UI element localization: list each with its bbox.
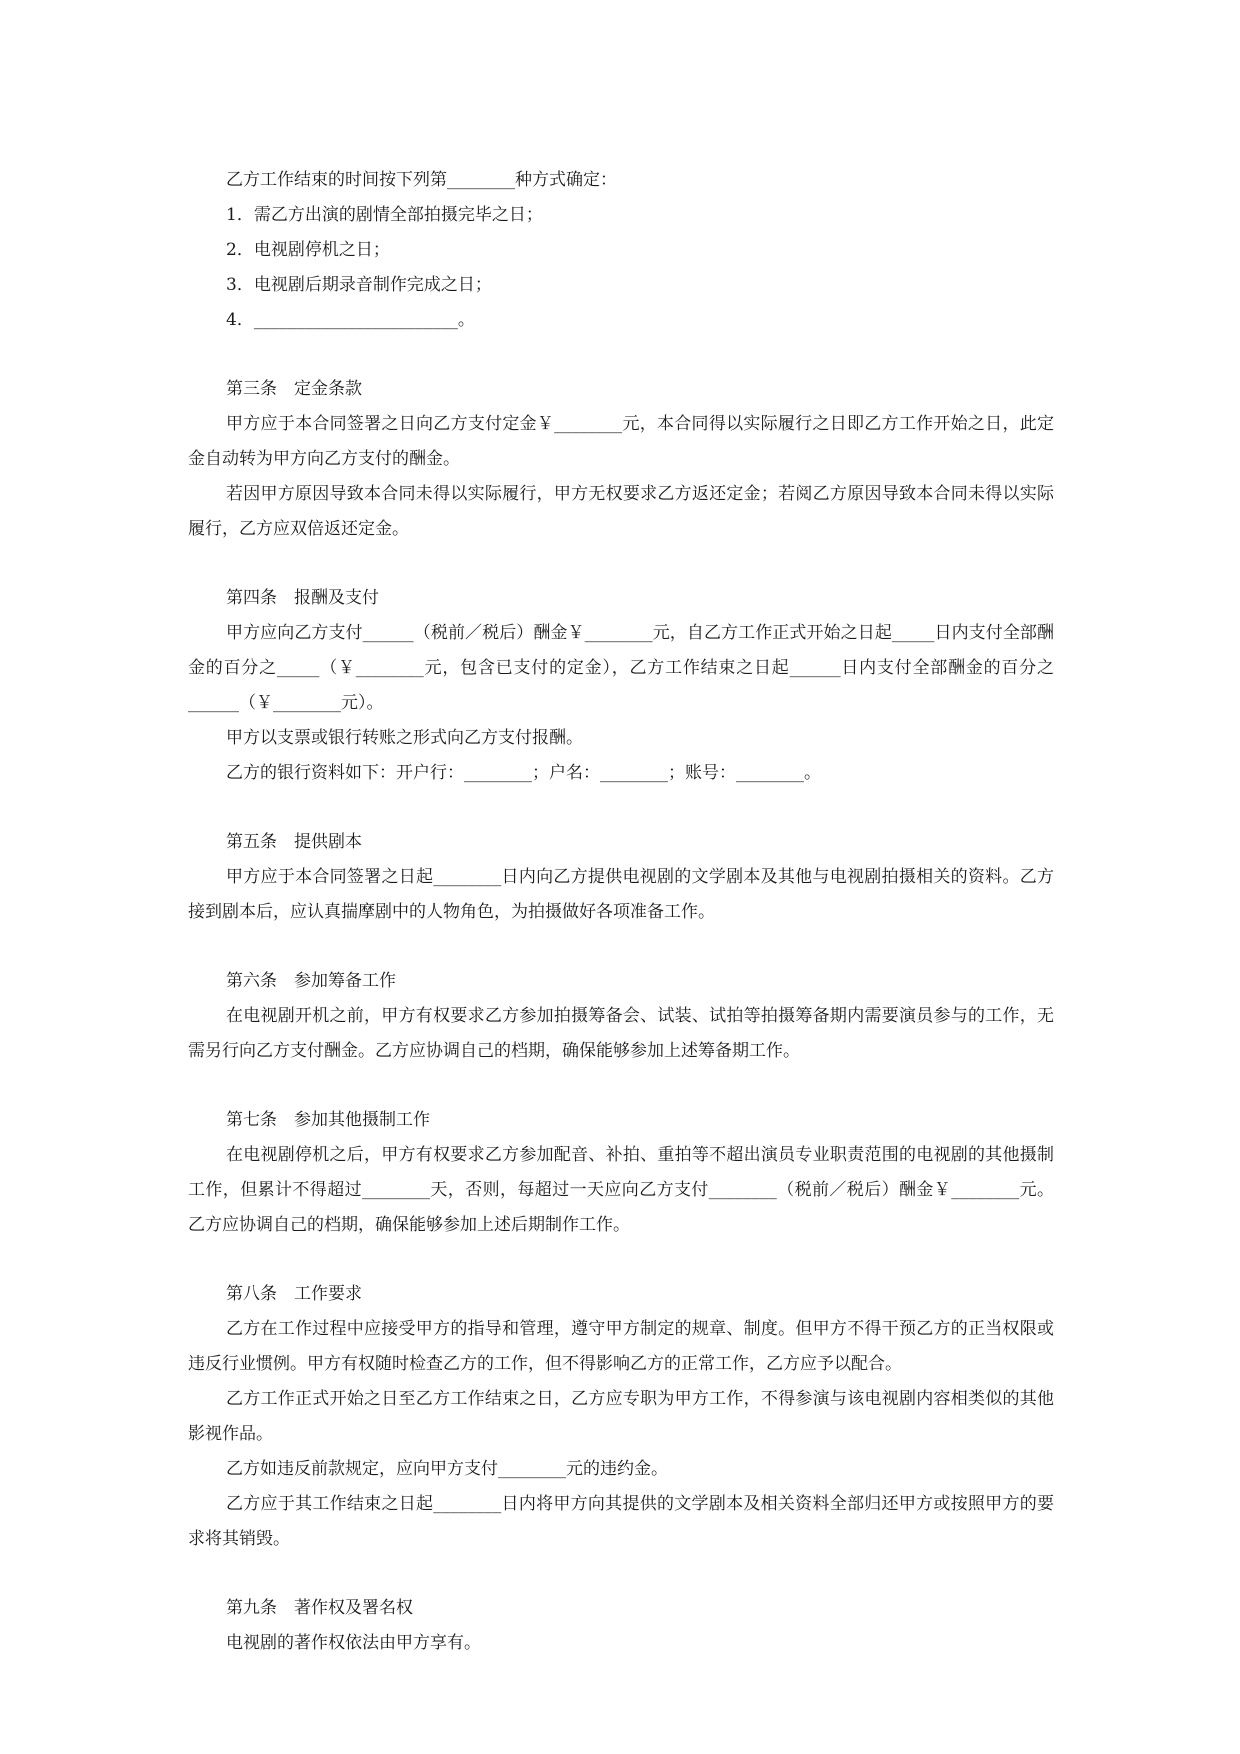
contract-paragraph: 甲方应于本合同签署之日向乙方支付定金￥________元，本合同得以实际履行之日即乙方工作开始之日，此定金自动转为甲方向乙方支付的酬金。	[188, 414, 1054, 469]
article-heading: 第八条 工作要求	[226, 1284, 362, 1304]
contract-paragraph: 3．电视剧后期录音制作完成之日；	[226, 275, 492, 295]
contract-paragraph: 乙方工作结束的时间按下列第________种方式确定：	[226, 170, 617, 190]
contract-paragraph: 电视剧的著作权依法由甲方享有。	[226, 1633, 481, 1653]
contract-paragraph: 乙方工作正式开始之日至乙方工作结束之日，乙方应专职为甲方工作，不得参演与该电视剧内容相类似的其他影视作品。	[188, 1389, 1054, 1444]
contract-paragraph: 乙方如违反前款规定，应向甲方支付________元的违约金。	[226, 1459, 668, 1479]
contract-paragraph: 甲方应于本合同签署之日起________日内向乙方提供电视剧的文学剧本及其他与电视剧拍摄相关的资料。乙方接到剧本后，应认真揣摩剧中的人物角色，为拍摄做好各项准备工作。	[188, 867, 1054, 922]
contract-page	[188, 163, 1054, 1661]
section-spacer	[188, 1243, 1054, 1277]
contract-paragraph: 若因甲方原因导致本合同未得以实际履行，甲方无权要求乙方返还定金；若阅乙方原因导致本合同未得以实际履行，乙方应双倍返还定金。	[188, 484, 1054, 539]
contract-paragraph: 乙方应于其工作结束之日起________日内将甲方向其提供的文学剧本及相关资料全部归还甲方或按照甲方的要求将其销毁。	[188, 1494, 1054, 1549]
article-heading: 第五条 提供剧本	[226, 832, 362, 852]
contract-paragraph: 乙方的银行资料如下：开户行：________；户名：________；账号：________。	[226, 763, 821, 783]
contract-paragraph: 在电视剧停机之后，甲方有权要求乙方参加配音、补拍、重拍等不超出演员专业职责范围的电视剧的其他摄制工作，但累计不得超过________天，否则，每超过一天应向乙方支付________（税前／税后）酬金￥________元。乙方应协调自己的档期，确保能够参加上述后期制作工作。	[188, 1145, 1054, 1235]
section-spacer	[188, 338, 1054, 372]
contract-paragraph: 2．电视剧停机之日；	[226, 240, 390, 260]
contract-paragraph: 1．需乙方出演的剧情全部拍摄完毕之日；	[226, 205, 543, 225]
article-heading: 第九条 著作权及署名权	[226, 1598, 413, 1618]
section-spacer	[188, 1069, 1054, 1103]
section-spacer	[188, 791, 1054, 825]
article-heading: 第三条 定金条款	[226, 379, 362, 399]
section-spacer	[188, 1557, 1054, 1591]
contract-paragraph: 在电视剧开机之前，甲方有权要求乙方参加拍摄筹备会、试装、试拍等拍摄筹备期内需要演员参与的工作，无需另行向乙方支付酬金。乙方应协调自己的档期，确保能够参加上述筹备期工作。	[188, 1006, 1054, 1061]
article-heading: 第四条 报酬及支付	[226, 588, 379, 608]
contract-paragraph: 甲方以支票或银行转账之形式向乙方支付报酬。	[226, 728, 583, 748]
article-heading: 第七条 参加其他摄制工作	[226, 1110, 430, 1130]
section-spacer	[188, 930, 1054, 964]
article-heading: 第六条 参加筹备工作	[226, 971, 396, 991]
contract-paragraph: 乙方在工作过程中应接受甲方的指导和管理，遵守甲方制定的规章、制度。但甲方不得干预乙方的正当权限或违反行业惯例。甲方有权随时检查乙方的工作，但不得影响乙方的正常工作，乙方应予以配合。	[188, 1319, 1054, 1374]
contract-paragraph: 甲方应向乙方支付______（税前／税后）酬金￥________元，自乙方工作正式开始之日起_____日内支付全部酬金的百分之_____（￥________元，包含已支付的定金），乙方工作结束之日起______日内支付全部酬金的百分之______（￥________元）。	[188, 623, 1054, 713]
section-spacer	[188, 547, 1054, 581]
contract-paragraph: 4．________________________。	[226, 310, 475, 330]
